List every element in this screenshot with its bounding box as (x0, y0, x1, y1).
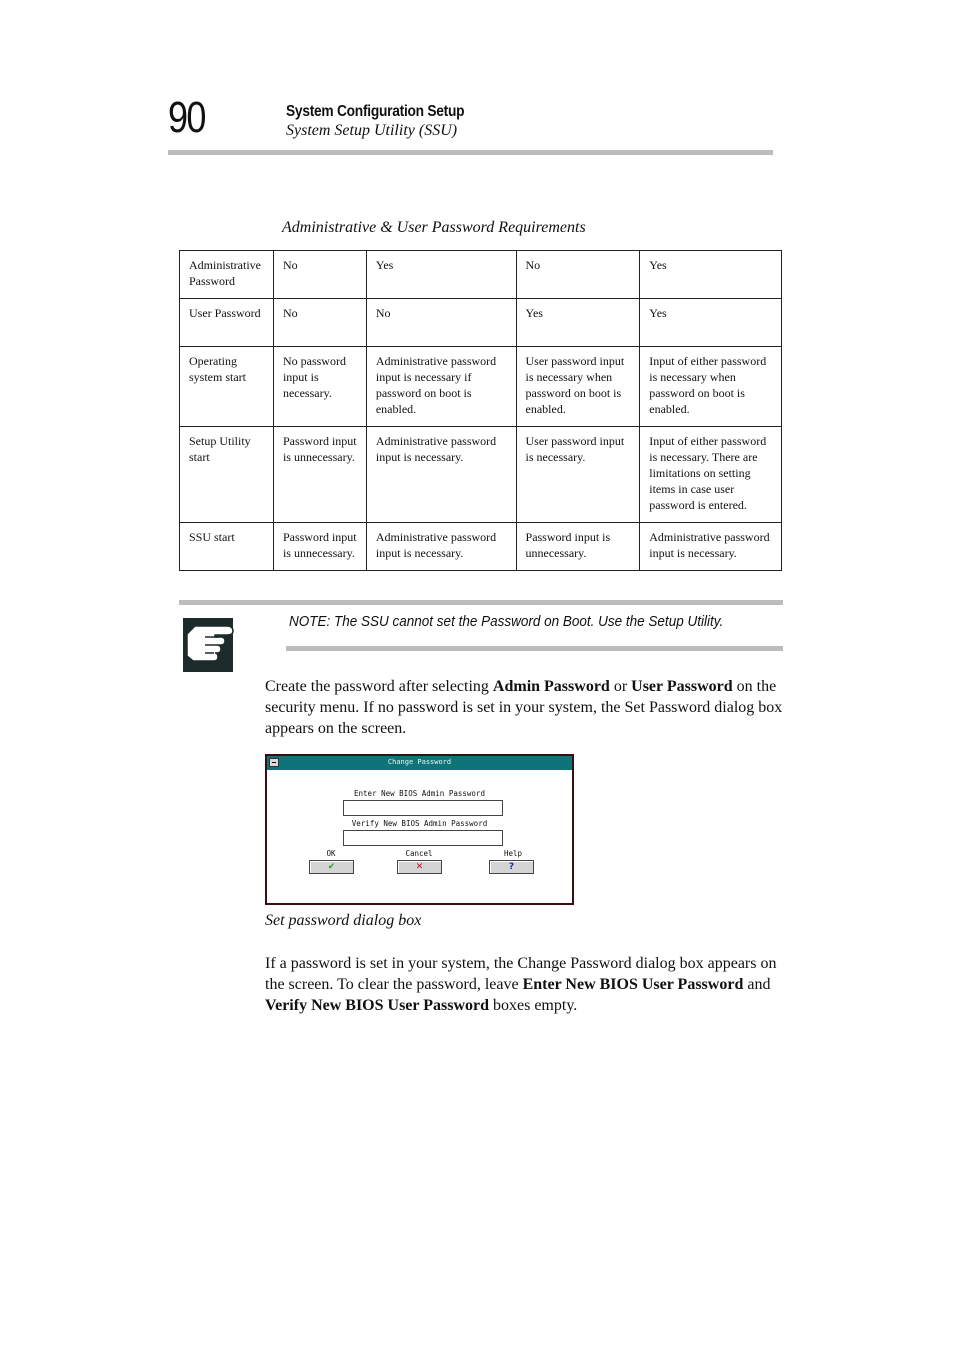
table-cell: Administrative password input is necessary. (366, 523, 516, 571)
bold-term: User Password (631, 678, 733, 695)
figure-caption: Set password dialog box (265, 912, 422, 929)
verify-password-label: Verify New BIOS Admin Password (351, 819, 488, 828)
paragraph-create-password (265, 676, 785, 739)
table-caption: Administrative & User Password Requirements (282, 219, 586, 236)
table-cell: No (516, 251, 640, 299)
table-cell: Password input is unnecessary. (516, 523, 640, 571)
text-run: and (743, 976, 771, 993)
ok-button[interactable]: ✔ (309, 860, 354, 874)
table-cell: Administrative password input is necessary if password on boot is enabled. (366, 347, 516, 427)
table-cell: Input of either password is necessary. There are limitations on setting items in case user password is entered. (640, 427, 782, 523)
table-cell: User password input is necessary. (516, 427, 640, 523)
table-cell: SSU start (180, 523, 274, 571)
table-cell: Yes (640, 251, 782, 299)
table-cell: Operating system start (180, 347, 274, 427)
table-cell: No (273, 299, 366, 347)
table-cell: Administrative Password (180, 251, 274, 299)
dialog-title: Change Password (387, 758, 452, 766)
table-row (180, 251, 782, 299)
table-cell: User password input is necessary when password on boot is enabled. (516, 347, 640, 427)
table-cell: Input of either password is necessary when password on boot is enabled. (640, 347, 782, 427)
bold-term: Verify New BIOS User Password (265, 997, 489, 1014)
table-cell: Password input is unnecessary. (273, 427, 366, 523)
text-run: If a password is set in your system, the Change Password dialog box appears on the screen. To clear the password, leave (265, 955, 777, 993)
help-label: Help (503, 849, 523, 858)
text-run: Create the password after selecting (265, 678, 493, 695)
text-run: boxes empty. (489, 997, 578, 1014)
table-row (180, 523, 782, 571)
verify-password-field[interactable] (343, 830, 503, 846)
help-button[interactable]: ? (489, 860, 534, 874)
dialog-title-bar (267, 756, 572, 770)
note-text: NOTE: The SSU cannot set the Password on Boot. Use the Setup Utility. (289, 613, 724, 630)
table-row (180, 347, 782, 427)
text-run: on the security menu. If no password is set in your system, the Set Password dialog box appears on the screen. (265, 678, 783, 737)
paragraph-clear-password (265, 953, 785, 1016)
new-password-field[interactable] (343, 800, 503, 816)
table-cell: Yes (640, 299, 782, 347)
note-rule-bottom (286, 646, 783, 651)
pointing-hand-icon (181, 616, 235, 674)
section-subtitle: System Setup Utility (SSU) (286, 122, 458, 139)
change-password-dialog (265, 754, 574, 905)
cancel-button[interactable]: ✕ (397, 860, 442, 874)
table-cell: No (273, 251, 366, 299)
table-cell: No password input is necessary. (273, 347, 366, 427)
page-number: 90 (168, 93, 205, 142)
table-row (180, 299, 782, 347)
table-cell: Yes (516, 299, 640, 347)
password-requirements-table (179, 250, 782, 571)
table-cell: Administrative password input is necessary. (640, 523, 782, 571)
header-rule (168, 150, 773, 155)
table-cell: Yes (366, 251, 516, 299)
bold-term: Enter New BIOS User Password (522, 976, 744, 993)
new-password-label: Enter New BIOS Admin Password (354, 789, 485, 798)
text-run: or (609, 678, 632, 695)
table-cell: User Password (180, 299, 274, 347)
table-cell: Setup Utility start (180, 427, 274, 523)
table-row (180, 427, 782, 523)
section-title: System Configuration Setup (286, 103, 465, 120)
bold-term: Admin Password (492, 678, 610, 695)
table-cell: Password input is unnecessary. (273, 523, 366, 571)
table-cell: No (366, 299, 516, 347)
note-rule-top (179, 600, 783, 605)
table-cell: Administrative password input is necessary. (366, 427, 516, 523)
ok-label: OK (326, 849, 336, 858)
cancel-label: Cancel (405, 849, 433, 858)
